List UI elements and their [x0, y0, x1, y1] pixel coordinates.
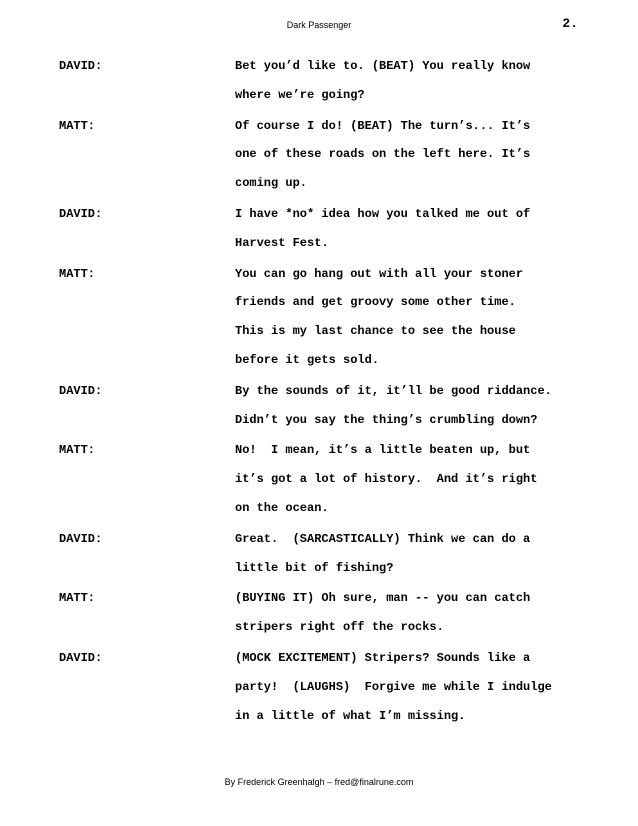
- dialogue-line: friends and get groovy some other time.: [235, 295, 516, 310]
- dialogue-line: little bit of fishing?: [235, 560, 394, 575]
- dialogue-line: You can go hang out with all your stoner: [235, 266, 524, 281]
- dialogue-line: in a little of what I’m missing.: [235, 708, 466, 723]
- dialogue-block: [0, 200, 638, 258]
- dialogue-line: on the ocean.: [235, 500, 329, 515]
- dialogue-line: it’s got a lot of history. And it’s right: [235, 472, 538, 487]
- page-header-title: Dark Passenger: [286, 20, 352, 30]
- speaker-name: DAVID:: [59, 59, 103, 73]
- dialogue-block: [0, 525, 638, 583]
- dialogue-line: before it gets sold.: [235, 352, 380, 367]
- speaker-name: MATT:: [59, 266, 96, 281]
- dialogue-line: coming up.: [235, 176, 308, 191]
- speaker-name: DAVID:: [59, 383, 103, 398]
- dialogue-line: By the sounds of it, it’ll be good riddance.: [235, 383, 552, 398]
- dialogue-line: Great. (SARCASTICALLY) Think we can do a: [235, 531, 531, 546]
- dialogue-line: Bet you’d like to. (BEAT) You really know: [235, 59, 531, 73]
- dialogue-line: I have *no* idea how you talked me out of: [235, 206, 531, 221]
- dialogue-block: [0, 52, 638, 110]
- dialogue-block: [0, 584, 638, 642]
- dialogue-line: where we’re going?: [235, 87, 365, 102]
- page-number: 2.: [562, 16, 578, 31]
- dialogue-block: [0, 377, 638, 435]
- speaker-name: DAVID:: [59, 650, 103, 665]
- page-footer: By Frederick Greenhalgh – fred@finalrune.com: [224, 777, 414, 787]
- dialogue-line: one of these roads on the left here. It’s: [235, 147, 531, 162]
- dialogue-line: This is my last chance to see the house: [235, 324, 516, 339]
- script-body: [0, 52, 638, 732]
- speaker-name: DAVID:: [59, 206, 103, 221]
- dialogue-line: No! I mean, it’s a little beaten up, but: [235, 443, 531, 458]
- speaker-name: DAVID:: [59, 531, 103, 546]
- dialogue-line: (MOCK EXCITEMENT) Stripers? Sounds like a: [235, 650, 531, 665]
- speaker-name: MATT:: [59, 118, 96, 133]
- dialogue-block: [0, 260, 638, 375]
- dialogue-line: Harvest Fest.: [235, 235, 329, 250]
- dialogue-block: [0, 112, 638, 198]
- dialogue-line: (BUYING IT) Oh sure, man -- you can catch: [235, 591, 531, 606]
- dialogue-block: [0, 436, 638, 522]
- dialogue-line: party! (LAUGHS) Forgive me while I indulge: [235, 679, 552, 694]
- dialogue-line: stripers right off the rocks.: [235, 620, 444, 635]
- speaker-name: MATT:: [59, 443, 96, 458]
- dialogue-block: [0, 644, 638, 730]
- dialogue-line: Of course I do! (BEAT) The turn’s... It’s: [235, 118, 531, 133]
- speaker-name: MATT:: [59, 591, 96, 606]
- dialogue-line: Didn’t you say the thing’s crumbling down?: [235, 412, 538, 427]
